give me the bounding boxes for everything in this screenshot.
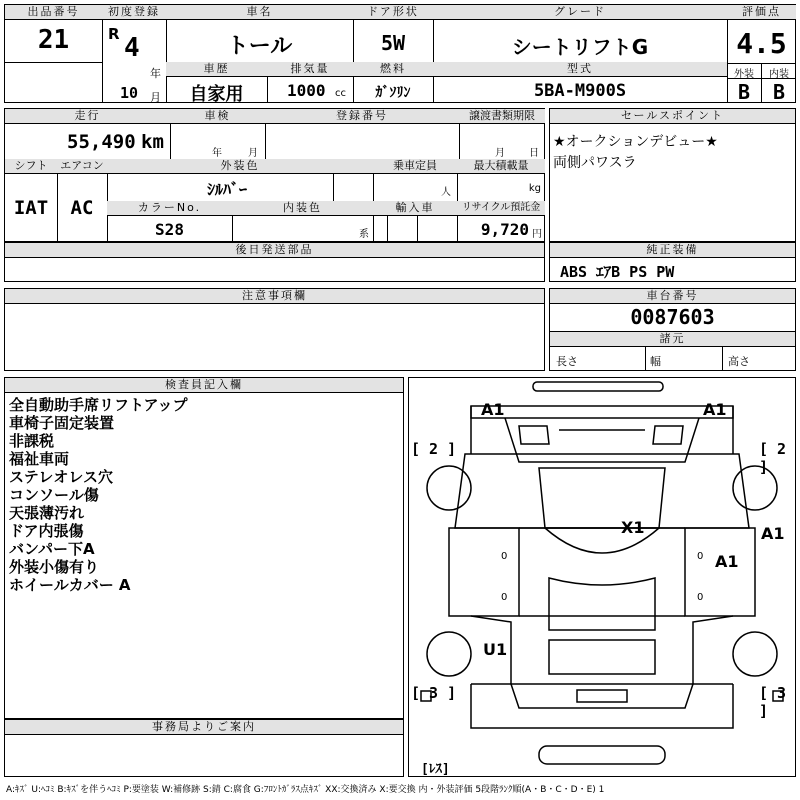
shift-cell bbox=[5, 159, 57, 242]
inspection-cell bbox=[170, 109, 265, 159]
int-score: B bbox=[772, 80, 786, 104]
car-name-label: 車名 bbox=[166, 5, 353, 20]
parts-label: 後日発送部品 bbox=[5, 243, 544, 258]
year-unit: 年 bbox=[150, 67, 161, 80]
lot-label: 出品番号 bbox=[5, 5, 102, 20]
int-label: 内装 bbox=[769, 69, 789, 80]
mileage-label: 走行 bbox=[5, 109, 170, 124]
transfer-month-unit: 月 bbox=[495, 148, 505, 159]
sales-point-line-1: ★オークションデビュー★ bbox=[553, 134, 718, 150]
fuel-cell bbox=[353, 62, 433, 103]
reg-no-label: 登録番号 bbox=[265, 109, 459, 124]
bracket-2-left: [ 2 ] bbox=[411, 440, 457, 458]
car-name-cell bbox=[166, 5, 353, 62]
recycle-label: リサイクル預託金 bbox=[457, 201, 545, 216]
score-label: 評価点 bbox=[727, 5, 796, 20]
inspector-line: コンソール傷 bbox=[9, 486, 99, 504]
bracket-2-right: [ 2 ] bbox=[759, 440, 787, 476]
import-cell bbox=[373, 201, 457, 242]
spec-height: 高さ bbox=[728, 355, 750, 368]
zero-left-front: 0 bbox=[501, 551, 508, 562]
grade-value: シートリフトG bbox=[511, 35, 649, 59]
history-value: 自家用 bbox=[189, 84, 244, 105]
caution-box bbox=[4, 288, 545, 371]
spec-length: 長さ bbox=[556, 355, 578, 368]
inspector-line: ドア内張傷 bbox=[9, 522, 84, 540]
door-cell bbox=[353, 5, 433, 62]
int-color-cell bbox=[232, 201, 373, 242]
mark-right-side: A1 bbox=[761, 524, 785, 543]
caution-label: 注意事項欄 bbox=[5, 289, 544, 304]
ext-color-value: ｼﾙﾊﾞｰ bbox=[206, 180, 247, 199]
grade-cell bbox=[433, 5, 727, 62]
import-label: 輸入車 bbox=[373, 201, 457, 216]
history-cell bbox=[166, 62, 267, 103]
sales-point-line-2: 両側パワスラ bbox=[553, 155, 637, 171]
era: R bbox=[108, 25, 120, 43]
fuel-label: 燃料 bbox=[353, 62, 433, 77]
zero-right-front: 0 bbox=[697, 551, 704, 562]
transfer-cell bbox=[459, 109, 545, 159]
chassis-label: 車台番号 bbox=[550, 289, 795, 304]
bracket-3-left: [ 3 ] bbox=[411, 684, 457, 702]
parts-box bbox=[4, 242, 545, 282]
ext-color-cell bbox=[107, 159, 373, 201]
model-cell bbox=[433, 62, 727, 103]
capacity-unit: 人 bbox=[441, 187, 451, 198]
ext-color-label: 外装色 bbox=[107, 159, 373, 174]
grade-label: グレード bbox=[433, 5, 727, 20]
fuel-value: ｶﾞｿﾘﾝ bbox=[375, 85, 411, 101]
door-value: 5W bbox=[380, 31, 406, 55]
lot-value: 21 bbox=[37, 25, 70, 55]
ext-label: 外装 bbox=[734, 69, 754, 80]
recycle-cell bbox=[457, 201, 545, 242]
info-block bbox=[4, 108, 545, 242]
equipment-box bbox=[549, 242, 796, 282]
max-load-cell bbox=[457, 159, 545, 201]
mileage-unit: km bbox=[141, 131, 164, 153]
first-reg-month: 10 bbox=[120, 84, 139, 102]
door-label: ドア形状 bbox=[353, 5, 433, 20]
inspector-line: 天張薄汚れ bbox=[9, 504, 85, 522]
inspector-label: 検査員記入欄 bbox=[5, 378, 403, 393]
inspector-line: バンパー下A bbox=[9, 540, 95, 558]
lot-cell bbox=[5, 5, 102, 62]
displacement-unit: cc bbox=[335, 88, 346, 99]
color-no-cell bbox=[107, 201, 232, 242]
inspection-label: 車検 bbox=[170, 109, 265, 124]
aircon-label: エアコン bbox=[57, 159, 107, 174]
capacity-cell bbox=[373, 159, 457, 201]
inspector-line: 福祉車両 bbox=[9, 450, 70, 468]
mark-right-door: A1 bbox=[715, 552, 739, 571]
legend: A:ｷｽﾞ U:ﾍｺﾐ B:ｷｽﾞを伴うﾍｺﾐ P:要塗装 W:補修跡 S:錆 C:腐食 G:ﾌﾛﾝﾄｶﾞﾗｽ点ｷｽﾞ XX:交換済み X:要交換 内・外装評価 5段階ﾗﾝｸ順(A・B・C・D・E) 1 bbox=[6, 785, 605, 795]
aircon-value: AC bbox=[70, 197, 94, 219]
transfer-label: 譲渡書類期限 bbox=[459, 109, 545, 124]
max-load-label: 最大積載量 bbox=[457, 159, 545, 174]
mark-roof: X1 bbox=[621, 518, 645, 537]
shift-label: シフト bbox=[5, 159, 57, 174]
ext-score: B bbox=[737, 80, 751, 104]
first-reg-year: 4 bbox=[124, 33, 140, 63]
chassis-value: 0087603 bbox=[630, 305, 715, 329]
max-load-unit: kg bbox=[528, 183, 541, 194]
car-name-value: トール bbox=[226, 34, 293, 59]
inspector-box bbox=[4, 377, 404, 719]
inspection-month-unit: 月 bbox=[248, 148, 258, 159]
color-no-value: S28 bbox=[155, 220, 184, 239]
shift-value: IAT bbox=[13, 197, 49, 219]
spec-width: 幅 bbox=[650, 355, 661, 368]
inspector-line: 全自動助手席リフトアップ bbox=[9, 396, 188, 414]
mark-front-right: A1 bbox=[703, 400, 727, 419]
transfer-day-unit: 日 bbox=[529, 148, 539, 159]
zero-left-rear: 0 bbox=[501, 592, 508, 603]
equipment-value: ABS ｴｱB PS PW bbox=[560, 263, 675, 281]
sales-point-label: セールスポイント bbox=[550, 109, 795, 124]
inspector-line: ステレオレス穴 bbox=[9, 468, 113, 486]
model-label: 型式 bbox=[433, 62, 727, 77]
mileage-value: 55,490 bbox=[67, 131, 136, 153]
score-value: 4.5 bbox=[736, 27, 787, 60]
color-no-label: カラーNo. bbox=[107, 201, 232, 216]
displacement-cell bbox=[267, 62, 353, 103]
chassis-box bbox=[549, 288, 796, 371]
first-reg-cell bbox=[102, 5, 166, 103]
reg-no-cell bbox=[265, 109, 459, 159]
int-color-unit: 系 bbox=[359, 229, 369, 240]
equipment-label: 純正装備 bbox=[550, 243, 795, 258]
month-unit: 月 bbox=[150, 91, 161, 104]
car-diagram bbox=[408, 377, 796, 777]
recycle-value: 9,720 bbox=[480, 220, 529, 239]
mark-rear-left: U1 bbox=[483, 640, 508, 659]
aircon-cell bbox=[57, 159, 107, 242]
history-label: 車歴 bbox=[166, 62, 267, 77]
inspector-line: 車椅子固定装置 bbox=[9, 414, 115, 432]
displacement-label: 排気量 bbox=[267, 62, 353, 77]
int-color-label: 内装色 bbox=[232, 201, 373, 216]
inspection-year-unit: 年 bbox=[212, 148, 222, 159]
inspector-line: ホイールカバー A bbox=[9, 576, 131, 594]
mileage-cell bbox=[5, 109, 170, 159]
mark-front-left: A1 bbox=[481, 400, 505, 419]
bracket-3-right: [ 3 ] bbox=[759, 684, 787, 720]
office-label: 事務局よりご案内 bbox=[5, 720, 403, 735]
inspector-line: 非課税 bbox=[9, 432, 55, 450]
top-row bbox=[4, 4, 796, 103]
model-value: 5BA-M900S bbox=[533, 81, 627, 101]
zero-right-rear: 0 bbox=[697, 592, 704, 603]
score-cell bbox=[727, 5, 796, 103]
inspector-list bbox=[9, 396, 188, 594]
sales-point-box bbox=[549, 108, 796, 242]
specs-label: 諸元 bbox=[550, 331, 795, 347]
office-box bbox=[4, 719, 404, 777]
capacity-label: 乗車定員 bbox=[373, 159, 457, 174]
inspector-line: 外装小傷有り bbox=[9, 558, 100, 576]
recycle-unit: 円 bbox=[532, 229, 542, 240]
displacement-value: 1000 bbox=[287, 81, 326, 100]
car-outline bbox=[409, 378, 795, 776]
resu-label: [ﾚｽ] bbox=[421, 762, 450, 777]
first-reg-label: 初度登録 bbox=[102, 5, 166, 20]
